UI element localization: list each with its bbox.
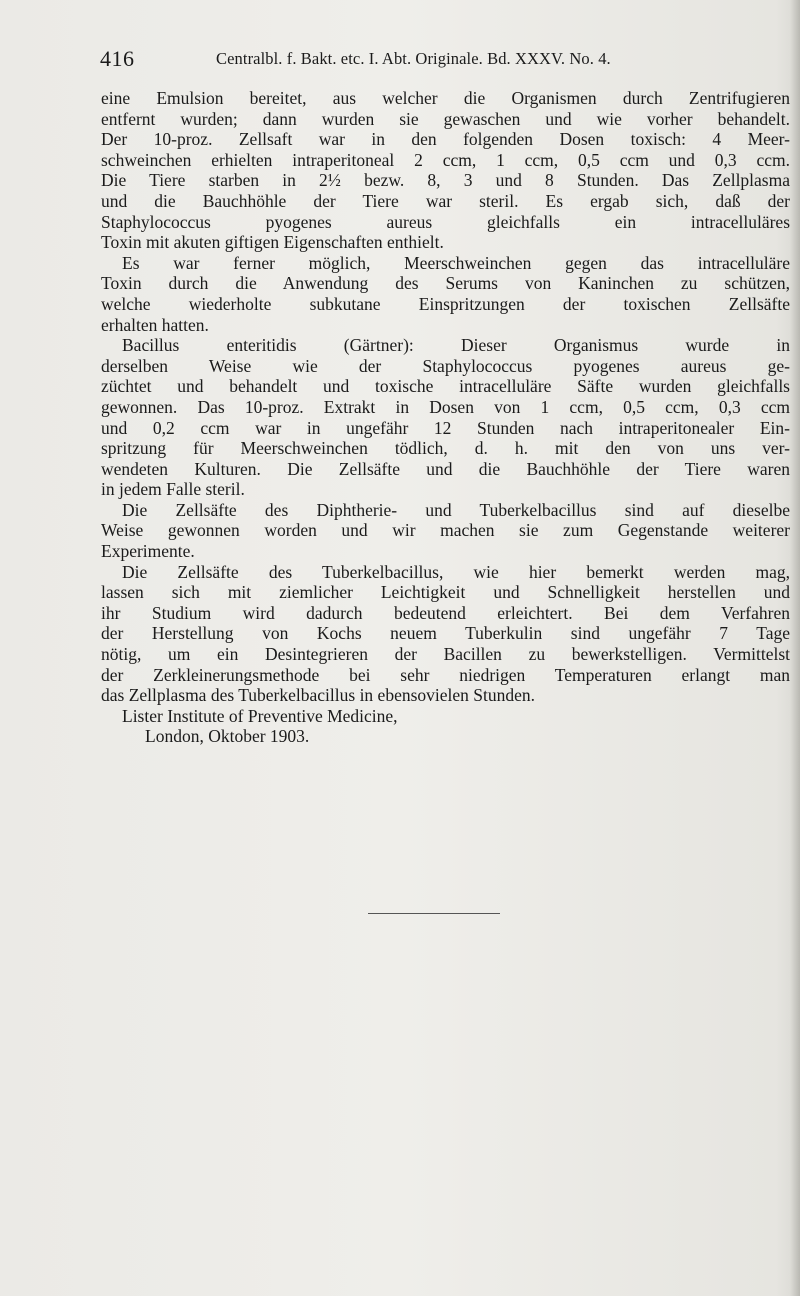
text-line: das Zellplasma des Tuberkelbacillus in ebensovielen Stunden. bbox=[101, 685, 536, 706]
text-line: Die Tiere starben in 2½ bezw. 8, 3 und 8 Stunden. Das Zellplasma bbox=[101, 170, 790, 191]
text-line: der Herstellung von Kochs neuem Tuberkulin sind ungefähr 7 Tage bbox=[101, 623, 790, 644]
text-line: entfernt wurden; dann wurden sie gewaschen und wie vorher behandelt. bbox=[101, 108, 790, 129]
text-line: lassen sich mit ziemlicher Leichtigkeit und Schnelligkeit herstellen und bbox=[101, 582, 790, 603]
text-line: erhalten hatten. bbox=[101, 314, 209, 335]
page-number: 416 bbox=[100, 46, 135, 71]
text-line: Weise gewonnen worden und wir machen sie zum Gegenstande weiterer bbox=[101, 520, 790, 541]
text-line: der Zerkleinerungsmethode bei sehr niedrigen Temperaturen erlangt man bbox=[101, 664, 790, 685]
text-line: in jedem Falle steril. bbox=[101, 479, 245, 500]
text-line: und die Bauchhöhle der Tiere war steril. Es ergab sich, daß der bbox=[101, 190, 790, 211]
text-line: spritzung für Meerschweinchen tödlich, d. h. mit den von uns ver- bbox=[101, 438, 790, 459]
text-line: Experimente. bbox=[101, 541, 195, 562]
text-line: Lister Institute of Preventive Medicine, bbox=[122, 705, 398, 726]
text-line: eine Emulsion bereitet, aus welcher die Organismen durch Zentrifugieren bbox=[101, 88, 790, 108]
text-line: Staphylococcus pyogenes aureus gleichfalls ein intracelluläres bbox=[101, 211, 790, 232]
text-line: Toxin durch die Anwendung des Serums von Kaninchen zu schützen, bbox=[101, 273, 790, 294]
text-line: wendeten Kulturen. Die Zellsäfte und die Bauchhöhle der Tiere waren bbox=[101, 458, 790, 479]
text-line: London, Oktober 1903. bbox=[145, 726, 310, 747]
text-line: welche wiederholte subkutane Einspritzungen der toxischen Zellsäfte bbox=[101, 293, 790, 314]
text-line: schweinchen erhielten intraperitoneal 2 ccm, 1 ccm, 0,5 ccm und 0,3 ccm. bbox=[101, 149, 790, 170]
text-line: züchtet und behandelt und toxische intracelluläre Säfte wurden gleichfalls bbox=[101, 376, 790, 397]
section-divider-rule bbox=[368, 913, 500, 914]
text-line: derselben Weise wie der Staphylococcus pyogenes aureus ge- bbox=[101, 355, 790, 376]
text-line: gewonnen. Das 10-proz. Extrakt in Dosen von 1 ccm, 0,5 ccm, 0,3 ccm bbox=[101, 396, 790, 417]
text-line: ihr Studium wird dadurch bedeutend erleichtert. Bei dem Verfahren bbox=[101, 602, 790, 623]
text-line: nötig, um ein Desintegrieren der Bacillen zu bewerkstelligen. Vermittelst bbox=[101, 644, 790, 665]
text-line: Bacillus enteritidis (Gärtner): Dieser Organismus wurde in bbox=[122, 335, 790, 356]
text-line: Die Zellsäfte des Diphtherie- und Tuberkelbacillus sind auf dieselbe bbox=[122, 499, 790, 520]
page-edge-shadow bbox=[790, 0, 800, 1296]
text-line: und 0,2 ccm war in ungefähr 12 Stunden nach intraperitonealer Ein- bbox=[101, 417, 790, 438]
text-line: Toxin mit akuten giftigen Eigenschaften enthielt. bbox=[101, 232, 444, 253]
page-header bbox=[100, 44, 790, 74]
text-line: Der 10-proz. Zellsaft war in den folgenden Dosen toxisch: 4 Meer- bbox=[101, 129, 790, 150]
text-line: Die Zellsäfte des Tuberkelbacillus, wie hier bemerkt werden mag, bbox=[122, 561, 790, 582]
article-text bbox=[101, 88, 790, 747]
text-line: Es war ferner möglich, Meerschweinchen gegen das intracelluläre bbox=[122, 252, 790, 273]
running-head: Centralbl. f. Bakt. etc. I. Abt. Originale. Bd. XXXV. No. 4. bbox=[216, 49, 611, 68]
